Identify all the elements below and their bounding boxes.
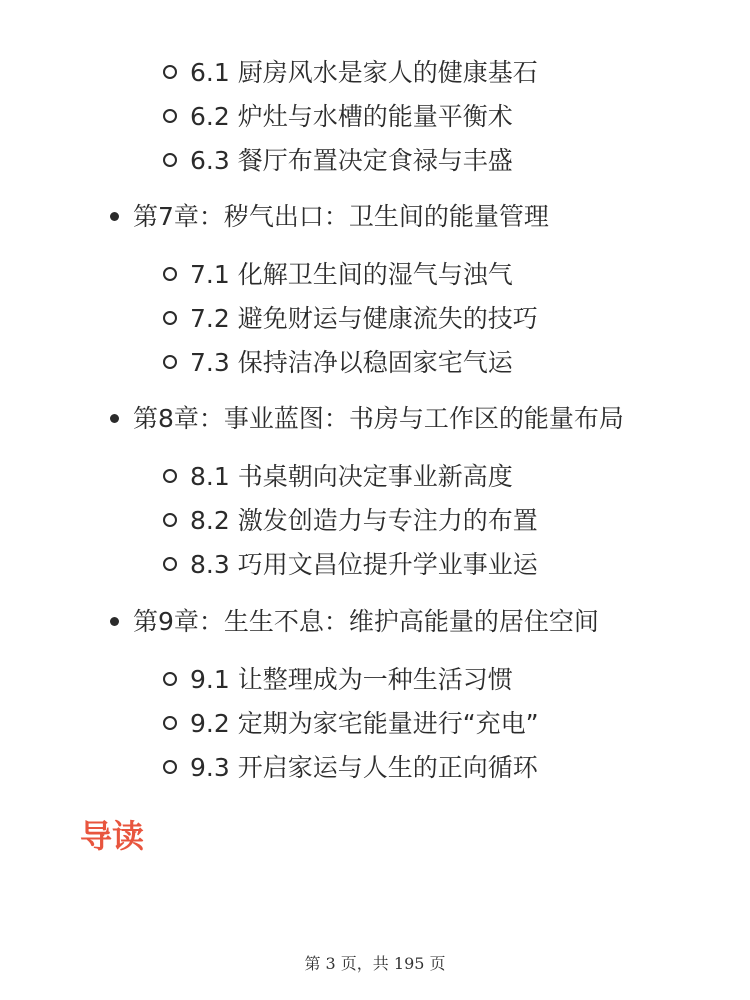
toc-subsection-6-1 bbox=[163, 60, 538, 85]
toc-item-label: 第7章：秽气出口：卫生间的能量管理 bbox=[133, 202, 549, 231]
hollow-bullet-icon bbox=[163, 267, 177, 281]
toc-subsection-8-3 bbox=[163, 552, 538, 577]
toc-subsection-7-1 bbox=[163, 262, 513, 287]
toc-item-label: 7.1 化解卫生间的湿气与浊气 bbox=[190, 260, 513, 289]
hollow-bullet-icon bbox=[163, 760, 177, 774]
toc-subsection-7-3 bbox=[163, 350, 513, 375]
hollow-bullet-icon bbox=[163, 513, 177, 527]
filled-bullet-icon bbox=[110, 617, 119, 626]
toc-item-label: 9.3 开启家运与人生的正向循环 bbox=[190, 753, 538, 782]
hollow-bullet-icon bbox=[163, 109, 177, 123]
hollow-bullet-icon bbox=[163, 672, 177, 686]
hollow-bullet-icon bbox=[163, 153, 177, 167]
toc-item-label: 第8章：事业蓝图：书房与工作区的能量布局 bbox=[133, 404, 624, 433]
toc-item-label: 6.1 厨房风水是家人的健康基石 bbox=[190, 58, 538, 87]
toc-subsection-6-3 bbox=[163, 148, 513, 173]
hollow-bullet-icon bbox=[163, 355, 177, 369]
toc-item-label: 7.3 保持洁净以稳固家宅气运 bbox=[190, 348, 513, 377]
hollow-bullet-icon bbox=[163, 469, 177, 483]
toc-item-label: 第9章：生生不息：维护高能量的居住空间 bbox=[133, 607, 599, 636]
toc-item-label: 8.3 巧用文昌位提升学业事业运 bbox=[190, 550, 538, 579]
section-heading: 导读 bbox=[80, 817, 145, 855]
toc-subsection-9-1 bbox=[163, 667, 513, 692]
toc-chapter-8 bbox=[110, 406, 624, 431]
toc-item-label: 9.1 让整理成为一种生活习惯 bbox=[190, 665, 513, 694]
toc-subsection-6-2 bbox=[163, 104, 513, 129]
hollow-bullet-icon bbox=[163, 65, 177, 79]
toc-item-label: 6.3 餐厅布置决定食禄与丰盛 bbox=[190, 146, 513, 175]
toc-subsection-9-2 bbox=[163, 711, 539, 736]
hollow-bullet-icon bbox=[163, 716, 177, 730]
toc-item-label: 8.2 激发创造力与专注力的布置 bbox=[190, 506, 538, 535]
toc-subsection-8-1 bbox=[163, 464, 513, 489]
toc-chapter-7 bbox=[110, 204, 549, 229]
toc-item-label: 9.2 定期为家宅能量进行“充电” bbox=[190, 709, 539, 738]
hollow-bullet-icon bbox=[163, 311, 177, 325]
toc-item-label: 6.2 炉灶与水槽的能量平衡术 bbox=[190, 102, 513, 131]
filled-bullet-icon bbox=[110, 212, 119, 221]
toc-subsection-7-2 bbox=[163, 306, 538, 331]
toc-chapter-9 bbox=[110, 609, 599, 634]
toc-item-label: 8.1 书桌朝向决定事业新高度 bbox=[190, 462, 513, 491]
toc-subsection-8-2 bbox=[163, 508, 538, 533]
filled-bullet-icon bbox=[110, 414, 119, 423]
hollow-bullet-icon bbox=[163, 557, 177, 571]
toc-subsection-9-3 bbox=[163, 755, 538, 780]
page-number-footer: 第 3 页，共 195 页 bbox=[304, 954, 446, 973]
toc-item-label: 7.2 避免财运与健康流失的技巧 bbox=[190, 304, 538, 333]
